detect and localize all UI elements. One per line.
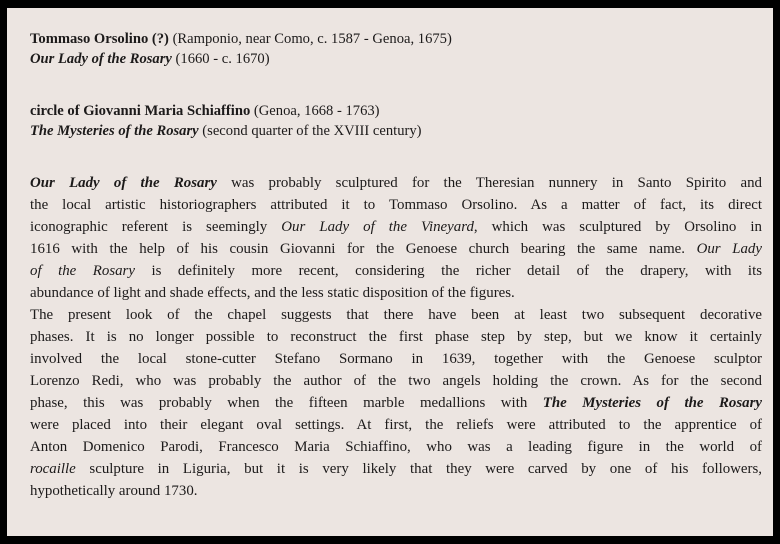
body-line-4 [30,240,762,258]
work-2-title: The Mysteries of the Rosary [30,123,199,139]
body-text: Anton Domenico Parodi, Francesco Maria Schiaffino, who was a leading figure in the world of [30,439,762,455]
body-line-6 [30,284,515,302]
body-line-1 [30,174,762,192]
body-text: is definitely more recent, considering the richer detail of the drapery, with its [134,263,762,279]
body-line-12 [30,416,762,434]
body-line-9 [30,350,762,368]
body-italic: Our Lady of the Vineyard [281,219,474,235]
body-text: The present look of the chapel suggests that there have been at least two subsequent decorative [30,307,762,323]
body-line-7 [30,306,762,324]
body-text: Lorenzo Redi, who was probably the author of the two angels holding the crown. As for the second [30,373,762,389]
body-italic: of the Rosary [30,263,135,279]
body-text: phase, this was probably when the fifteen marble medallions with [30,395,543,411]
body-line-15 [30,482,197,500]
body-line-3 [30,218,762,236]
body-line-10 [30,372,762,390]
work-2-title-line [30,122,422,140]
body-emphasis: The Mysteries of the Rosary [542,395,763,411]
work-1-date: (1660 - c. 1670) [171,51,270,67]
work-2-artist-details: (Genoa, 1668 - 1763) [250,103,380,119]
body-text: the local artistic historiographers attributed it to Tommaso Orsolino. As a matter of fact, its direct [30,197,762,213]
work-2-artist-line [30,102,380,120]
body-text: 1616 with the help of his cousin Giovanni for the Genoese church bearing the same name. [30,241,697,257]
body-text: involved the local stone-cutter Stefano Sormano in 1639, together with the Genoese sculptor [30,351,762,367]
body-text: was probably sculptured for the Theresian nunnery in Santo Spirito and [216,175,762,191]
body-text: were placed into their elegant oval settings. At first, the reliefs were attributed to the apprentice of [30,417,762,433]
work-2-artist: circle of Giovanni Maria Schiaffino [30,103,251,119]
body-text: iconographic referent is seemingly [30,219,282,235]
body-italic: rocaille [30,461,76,477]
body-text: sculpture in Liguria, but it is very likely that they were carved by one of his followers, [75,461,762,477]
work-1-artist: Tommaso Orsolino (?) [30,31,169,47]
body-text: phases. It is no longer possible to reconstruct the first phase step by step, but we know it certainly [30,329,762,345]
work-1-artist-details: (Ramponio, near Como, c. 1587 - Genoa, 1675) [168,31,452,47]
body-text: hypothetically around 1730. [30,483,198,499]
body-emphasis: Our Lady of the Rosary [30,175,217,191]
body-italic: Our Lady [696,241,762,257]
body-text: abundance of light and shade effects, and the less static disposition of the figures. [30,285,515,301]
body-line-2 [30,196,762,214]
work-2-date: (second quarter of the XVIII century) [198,123,422,139]
body-text: , which was sculptured by Orsolino in [473,219,762,235]
body-line-14 [30,460,762,478]
work-1-title-line [30,50,270,68]
body-line-5 [30,262,762,280]
work-1-title: Our Lady of the Rosary [30,51,172,67]
body-line-13 [30,438,762,456]
body-line-8 [30,328,762,346]
museum-label-panel [7,8,773,536]
work-1-artist-line [30,30,452,48]
body-line-11 [30,394,762,412]
